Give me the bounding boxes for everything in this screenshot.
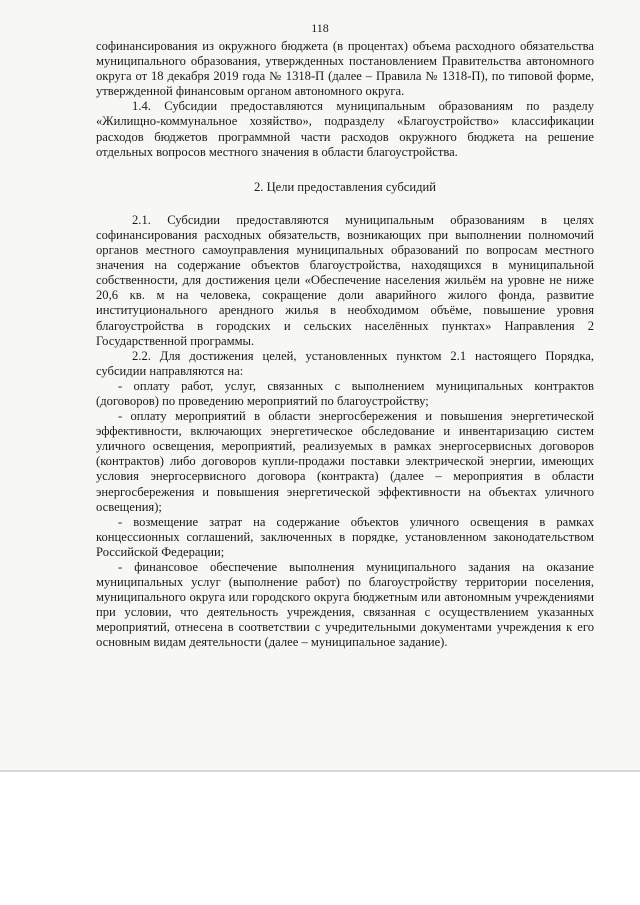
paragraph-2-2: 2.2. Для достижения целей, установленных пунктом 2.1 настоящего Порядка, субсидии направляются на:	[96, 348, 594, 378]
paragraph-continuation: софинансирования из окружного бюджета (в процентах) объема расходного обязательства муниципального образования, утвержденных постановлением Правительства автономного округа от 18 декабря 2019 года № 1318-П (далее – Правила № 1318-П), по типовой форме, утвержденной финансовым органом автономного округа.	[96, 39, 594, 99]
section-heading: 2. Цели предоставления субсидий	[253, 179, 437, 194]
list-item-lighting: - возмещение затрат на содержание объектов уличного освещения в рамках концессионных соглашений, заключенных в порядке, установленном законодательством Российской Федерации;	[96, 514, 594, 559]
list-item-works: - оплату работ, услуг, связанных с выполнением муниципальных контрактов (договоров) по проведению мероприятий по благоустройству;	[96, 378, 594, 408]
paragraph-1-4: 1.4. Субсидии предоставляются муниципальным образованиям по разделу «Жилищно-коммунальное хозяйство», подразделу «Благоустройство» классификации расходов бюджетов программной части расходов окружного бюджета на решение отдельных вопросов местного значения в области благоустройства.	[96, 99, 594, 159]
document-body	[96, 39, 594, 651]
page-edge	[0, 770, 640, 772]
paragraph-2-1: 2.1. Субсидии предоставляются муниципальным образованиям в целях софинансирования расходных обязательств, возникающих при выполнении полномочий органов местного самоуправления муниципальных образований по вопросам местного значения на содержание объектов благоустройства, находящихся в муниципальной собственности, для достижения цели «Обеспечение населения жильём на уровне не ниже 20,6 кв. м на человека, сокращение доли аварийного жилого фонда, развитие институционального арендного жилья в необходимом объёме, повышение уровня благоустройства в городских и сельских населённых пунктах» Направления 2 Государственной программы.	[96, 212, 594, 348]
list-item-municipal-task: - финансовое обеспечение выполнения муниципального задания на оказание муниципальных услуг (выполнение работ) по благоустройству территории поселения, муниципального округа или городского округа бюджетным или автономным учреждениями при условии, что деятельность учреждения, связанная с осуществлением указанных мероприятий, отнесена в соответствии с учредительными документами учреждения к его основным видам деятельности (далее – муниципальное задание).	[96, 560, 594, 650]
list-item-energy: - оплату мероприятий в области энергосбережения и повышения энергетической эффективности, включающих энергетическое обследование и инвентаризацию систем уличного освещения, мероприятий, реализуемых в рамках энергосервисных договоров (контрактов) либо договоров купли-продажи поставки электрической энергии, имеющих условия энергосервисного договора (контракта) (далее – мероприятия в области энергосбережения и повышения энергетической эффективности на объектах уличного освещения);	[96, 409, 594, 514]
page-number: 118	[311, 21, 329, 35]
